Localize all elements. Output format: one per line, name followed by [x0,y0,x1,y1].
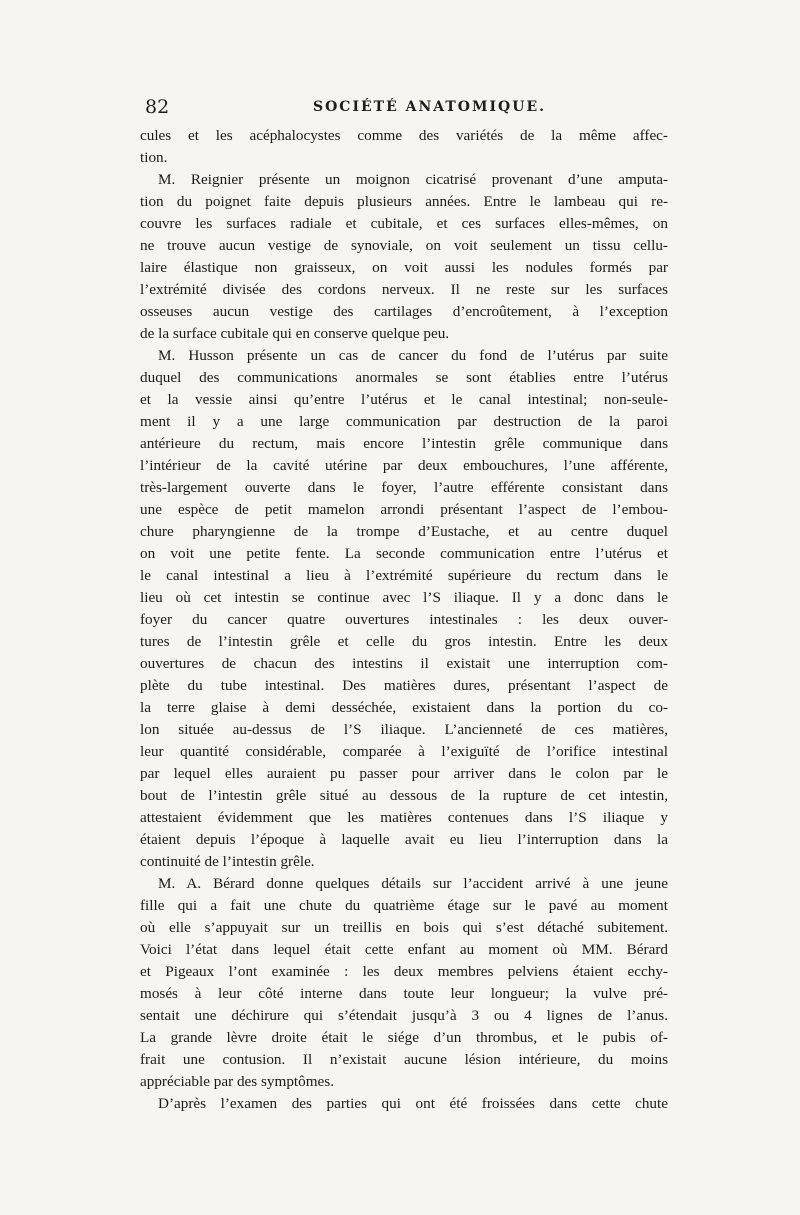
text-line: duquel des communications anormales se sont établies entre l’utérus [140,369,668,386]
text-line: ouvertures de chacun des intestins il existait une interruption com- [140,655,668,672]
text-line: Voici l’état dans lequel était cette enfant au moment où MM. Bérard [140,941,668,958]
text-line: attestaient évidemment que les matières contenues dans l’S iliaque y [140,809,668,826]
text-line: sentait une déchirure qui s’étendait jusqu’à 3 ou 4 lignes de l’anus. [140,1007,668,1024]
text-line: M. Reignier présente un moignon cicatrisé provenant d’une amputa- [158,171,668,188]
text-line: frait une contusion. Il n’existait aucune lésion intérieure, du moins [140,1051,668,1068]
running-title: SOCIÉTÉ ANATOMIQUE. [313,99,546,115]
text-line: lieu où cet intestin se continue avec l’S iliaque. Il y a donc dans le [140,589,668,606]
body-text [140,125,668,1115]
text-line: le canal intestinal a lieu à l’extrémité supérieure du rectum dans le [140,567,668,584]
page-header [145,96,670,120]
text-line: plète du tube intestinal. Des matières dures, présentant l’aspect de [140,677,668,694]
text-line: M. A. Bérard donne quelques détails sur l’accident arrivé à une jeune [158,875,668,892]
text-line: tures de l’intestin grêle et celle du gros intestin. Entre les deux [140,633,668,650]
text-line: foyer du cancer quatre ouvertures intestinales : les deux ouver- [140,611,668,628]
text-line: leur quantité considérable, comparée à l’exiguïté de l’orifice intestinal [140,743,668,760]
text-line: tion. [140,149,168,166]
text-line: La grande lèvre droite était le siége d’un thrombus, et le pubis of- [140,1029,668,1046]
text-line: appréciable par des symptômes. [140,1073,334,1090]
text-line: mosés à leur côté interne dans toute leur longueur; la vulve pré- [140,985,668,1002]
page-number: 82 [145,96,170,118]
text-line: et la vessie ainsi qu’entre l’utérus et le canal intestinal; non-seule- [140,391,668,408]
text-line: très-largement ouverte dans le foyer, l’autre efférente consistant dans [140,479,668,496]
text-line: une espèce de petit mamelon arrondi présentant l’aspect de l’embou- [140,501,668,518]
text-line: ment il y a une large communication par destruction de la paroi [140,413,668,430]
text-line: M. Husson présente un cas de cancer du fond de l’utérus par suite [158,347,668,364]
text-line: bout de l’intestin grêle situé au dessous de la rupture de cet intestin, [140,787,668,804]
text-line: laire élastique non graisseux, on voit aussi les nodules formés par [140,259,668,276]
text-line: tion du poignet faite depuis plusieurs années. Entre le lambeau qui re- [140,193,668,210]
text-line: ne trouve aucun vestige de synoviale, on voit seulement un tissu cellu- [140,237,668,254]
text-line: cules et les acéphalocystes comme des variétés de la même affec- [140,127,668,144]
text-line: antérieure du rectum, mais encore l’intestin grêle communique dans [140,435,668,452]
text-line: où elle s’appuyait sur un treillis en bois qui s’est détaché subitement. [140,919,668,936]
text-line: couvre les surfaces radiale et cubitale, et ces surfaces elles-mêmes, on [140,215,668,232]
text-line: étaient depuis l’époque à laquelle avait eu lieu l’interruption dans la [140,831,668,848]
text-line: on voit une petite fente. La seconde communication entre l’utérus et [140,545,668,562]
text-line: osseuses aucun vestige des cartilages d’encroûtement, à l’exception [140,303,668,320]
text-line: l’intérieur de la cavité utérine par deux embouchures, l’une afférente, [140,457,668,474]
text-line: la terre glaise à demi desséchée, existaient dans la portion du co- [140,699,668,716]
text-line: par lequel elles auraient pu passer pour arriver dans le colon par le [140,765,668,782]
text-line: et Pigeaux l’ont examinée : les deux membres pelviens étaient ecchy- [140,963,668,980]
text-line: D’après l’examen des parties qui ont été froissées dans cette chute [158,1095,668,1112]
text-line: chure pharyngienne de la trompe d’Eustache, et au centre duquel [140,523,668,540]
text-line: fille qui a fait une chute du quatrième étage sur le pavé au moment [140,897,668,914]
text-line: l’extrémité divisée des cordons nerveux. Il ne reste sur les surfaces [140,281,668,298]
text-line: continuité de l’intestin grêle. [140,853,315,870]
text-line: de la surface cubitale qui en conserve quelque peu. [140,325,450,342]
text-line: lon située au-dessus de l’S iliaque. L’ancienneté de ces matières, [140,721,668,738]
